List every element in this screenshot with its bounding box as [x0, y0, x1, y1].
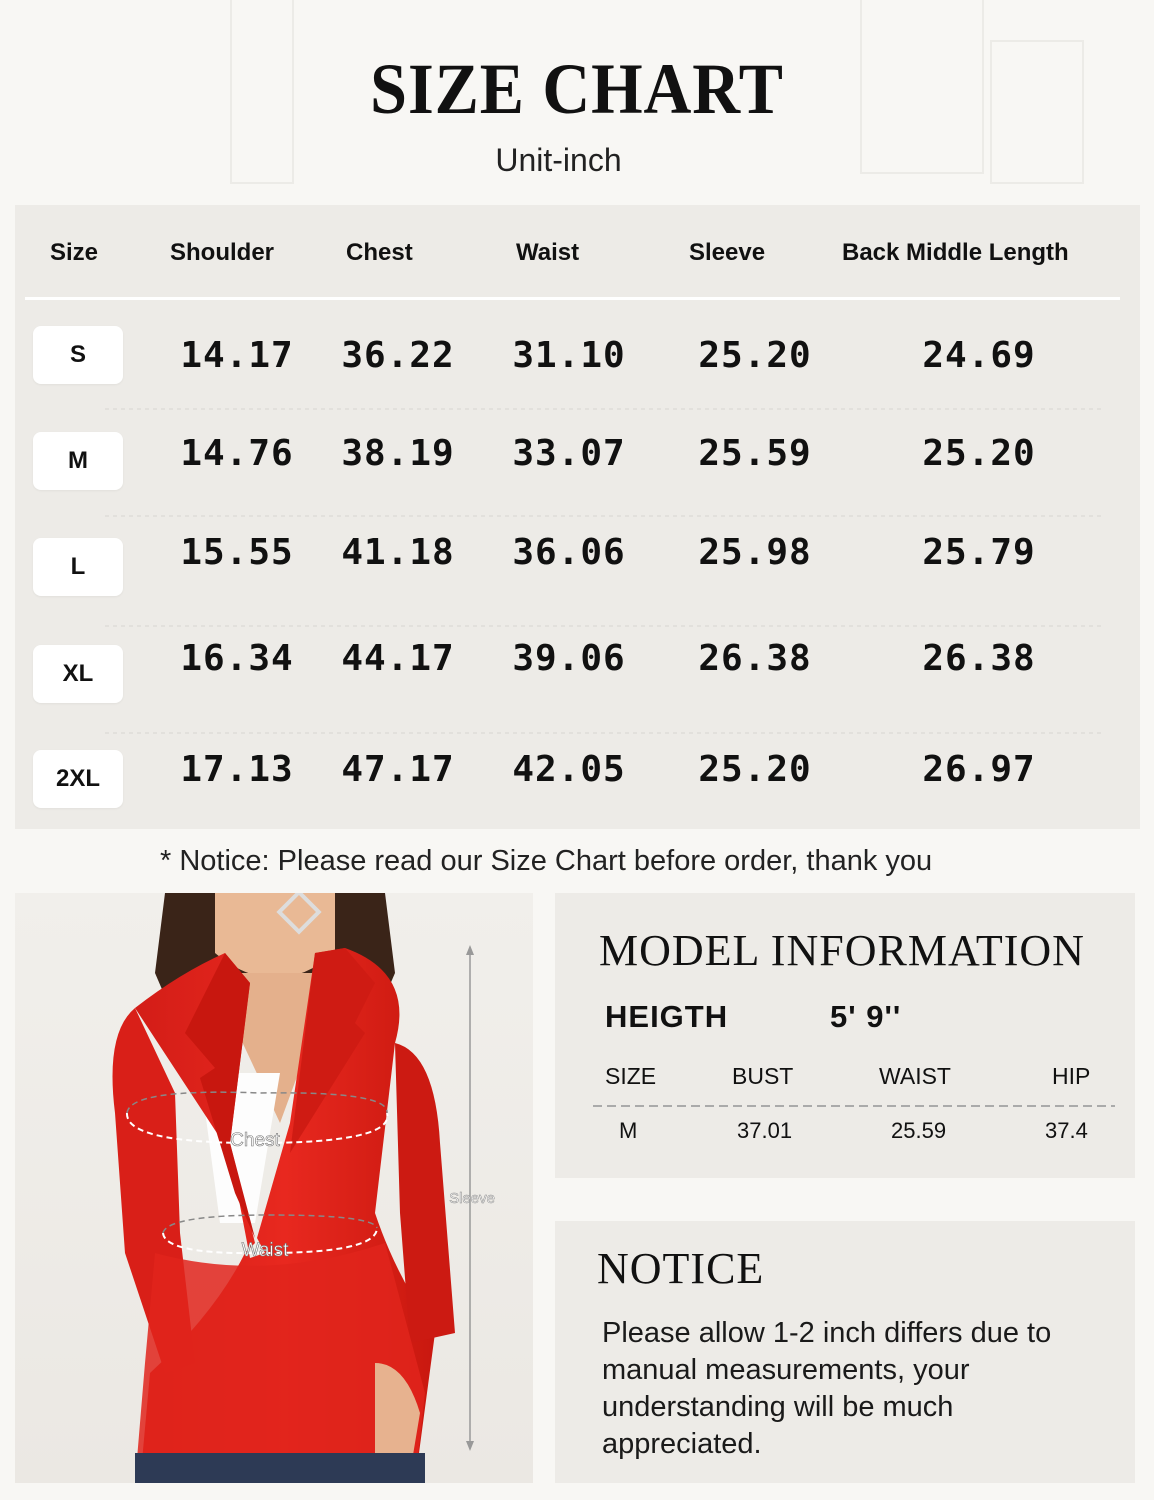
row-divider	[105, 515, 1105, 517]
table-cell: 31.10	[512, 335, 626, 376]
model-information-panel	[555, 893, 1135, 1178]
row-divider	[105, 732, 1105, 734]
table-cell: 41.18	[341, 532, 455, 573]
waist-measurement-label: Waist	[241, 1240, 289, 1261]
table-cell: 15.55	[180, 532, 294, 573]
notice-title: NOTICE	[597, 1244, 765, 1293]
table-cell: 39.06	[512, 638, 626, 679]
model-header-bust: BUST	[732, 1063, 794, 1089]
notice-panel	[555, 1221, 1135, 1483]
column-header-back-middle-length: Back Middle Length	[842, 239, 1069, 266]
model-information-title: MODEL INFORMATION	[599, 926, 1085, 975]
model-table-divider	[593, 1105, 1115, 1107]
model-value-size: M	[619, 1118, 638, 1143]
model-value-bust: 37.01	[737, 1118, 793, 1143]
table-cell: 16.34	[180, 638, 294, 679]
table-cell: 42.05	[512, 749, 626, 790]
table-cell: 26.38	[698, 638, 812, 679]
size-label-l: L	[33, 538, 123, 596]
model-photo	[15, 893, 533, 1483]
size-label-s: S	[33, 326, 123, 384]
table-cell: 25.20	[698, 749, 812, 790]
table-cell: 33.07	[512, 433, 626, 474]
table-cell: 14.76	[180, 433, 294, 474]
table-cell: 38.19	[341, 433, 455, 474]
model-header-size: SIZE	[605, 1063, 657, 1089]
height-value: 5' 9''	[830, 999, 902, 1034]
size-chart-notice: * Notice: Please read our Size Chart before order, thank you	[160, 845, 933, 877]
sleeve-measurement-label: Sleeve	[449, 1190, 495, 1207]
table-cell: 36.06	[512, 532, 626, 573]
row-divider	[105, 625, 1105, 627]
size-label-m: M	[33, 432, 123, 490]
table-cell: 44.17	[341, 638, 455, 679]
column-header-shoulder: Shoulder	[170, 239, 275, 266]
size-label-2xl: 2XL	[33, 750, 123, 808]
model-value-waist: 25.59	[891, 1118, 947, 1143]
page-title: SIZE CHART	[370, 49, 784, 129]
table-cell: 26.97	[922, 749, 1036, 790]
table-cell: 17.13	[180, 749, 294, 790]
model-header-hip: HIP	[1052, 1063, 1091, 1089]
notice-text: Please allow 1-2 inch differs due to manual measurements, your understanding will be much appreciated.	[602, 1317, 1052, 1460]
model-value-hip: 37.4	[1045, 1118, 1088, 1143]
column-header-size: Size	[50, 239, 99, 266]
size-label-xl: XL	[33, 645, 123, 703]
column-header-chest: Chest	[346, 239, 413, 266]
unit-label: Unit-inch	[495, 142, 622, 178]
table-cell: 25.79	[922, 532, 1036, 573]
model-illustration	[15, 893, 533, 1483]
table-cell: 25.20	[698, 335, 812, 376]
chest-measurement-label: Chest	[230, 1130, 280, 1151]
column-header-sleeve: Sleeve	[689, 239, 766, 266]
table-cell: 25.98	[698, 532, 812, 573]
size-table	[15, 205, 1140, 829]
table-cell: 25.20	[922, 433, 1036, 474]
table-cell: 24.69	[922, 335, 1036, 376]
row-divider	[105, 408, 1105, 410]
column-header-waist: Waist	[516, 239, 580, 266]
table-cell: 36.22	[341, 335, 455, 376]
table-cell: 25.59	[698, 433, 812, 474]
height-label: HEIGTH	[605, 999, 729, 1034]
table-cell: 26.38	[922, 638, 1036, 679]
table-cell: 14.17	[180, 335, 294, 376]
header-divider	[25, 297, 1120, 300]
table-cell: 47.17	[341, 749, 455, 790]
model-header-waist: WAIST	[879, 1063, 951, 1089]
